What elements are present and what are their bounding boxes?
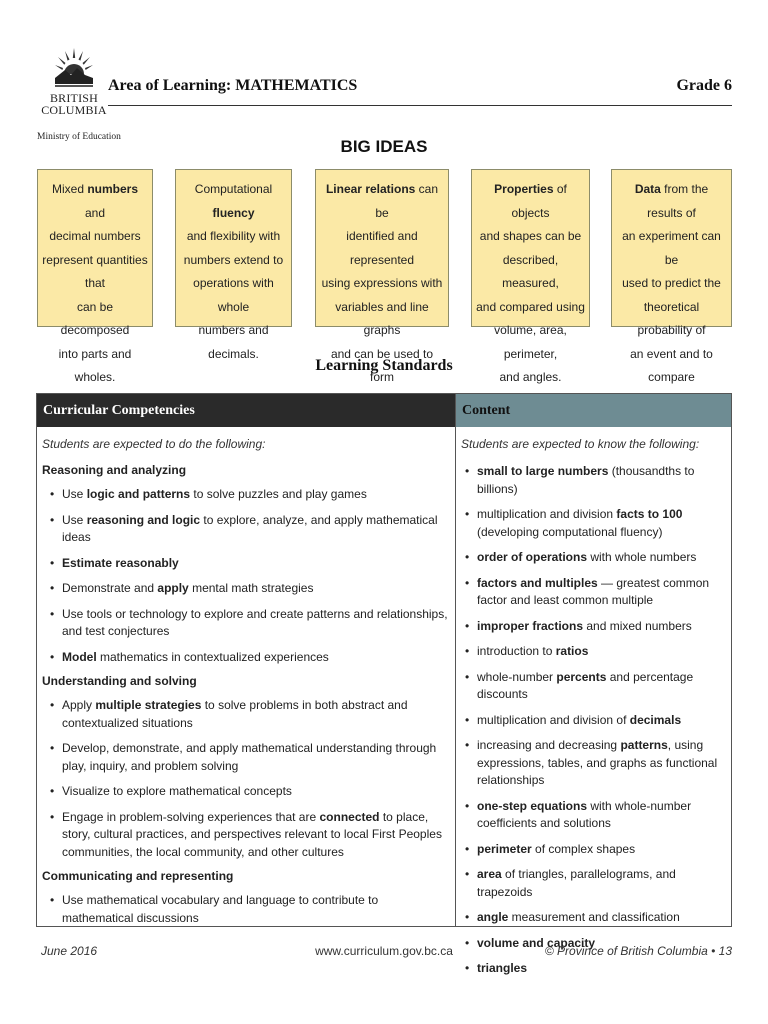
logo-text-columbia: COLUMBIA [41, 103, 107, 117]
curricular-competencies-header: Curricular Competencies [37, 394, 455, 427]
content-item: • angle measurement and classification [461, 909, 727, 927]
competency-list [42, 486, 450, 666]
competency-item: • Use mathematical vocabulary and language to contribute to mathematical discussions [42, 892, 450, 927]
footer-date: June 2016 [41, 944, 98, 958]
big-idea-card: Mixed numbers and decimal numbers represent quantities that can be decomposed into parts and wholes. [37, 169, 153, 327]
competency-section-heading: Understanding and solving [42, 674, 197, 688]
footer-copyright: © Province of British Columbia • 13 [544, 944, 732, 958]
content-item: • multiplication and division of decimals [461, 712, 727, 730]
bc-logo [37, 44, 121, 148]
competencies-column [42, 437, 450, 935]
competency-section-heading: Communicating and representing [42, 869, 234, 883]
big-idea-card: Computational fluency and flexibility with numbers extend to operations with whole numbers and decimals. [175, 169, 292, 327]
competency-list [42, 892, 450, 927]
content-item: • multiplication and division facts to 100 (developing computational fluency) [461, 506, 727, 541]
competencies-intro: Students are expected to do the following: [42, 437, 266, 451]
competency-item: • Use logic and patterns to solve puzzles and play games [42, 486, 450, 504]
column-divider [455, 427, 456, 927]
competency-item: • Engage in problem-solving experiences that are connected to place, story, cultural practices, and perspectives relevant to local First Peoples communities, the local community, and other cultures [42, 809, 450, 862]
big-idea-card: Linear relations can be identified and represented using expressions with variables and line graphs and can be used to form [315, 169, 449, 327]
sun-mountain-emblem [51, 44, 97, 92]
content-item: • volume and capacity [461, 935, 727, 953]
competency-item: • Demonstrate and apply mental math strategies [42, 580, 450, 598]
learning-standards-title: Learning Standards [315, 357, 453, 374]
big-idea-card: Data from the results of an experiment can be used to predict the theoretical probability of an event and to compare [611, 169, 732, 327]
competency-item: • Use tools or technology to explore and create patterns and relationships, and test conjectures [42, 606, 450, 641]
competency-item: • Estimate reasonably [42, 555, 450, 573]
logo-text-british: BRITISH [49, 91, 99, 105]
content-item: • order of operations with whole numbers [461, 549, 727, 567]
content-item: • improper fractions and mixed numbers [461, 618, 727, 636]
competency-list [42, 697, 450, 861]
content-item: • triangles [461, 960, 727, 978]
competency-section-heading: Reasoning and analyzing [42, 463, 187, 477]
area-of-learning-title: Area of Learning: MATHEMATICS [108, 77, 358, 94]
content-column [461, 437, 727, 986]
header-divider [108, 105, 732, 106]
competencies-sections [42, 463, 450, 927]
content-item: • small to large numbers (thousandths to billions) [461, 463, 727, 498]
logo-text-ministry: Ministry of Education [37, 132, 121, 142]
content-intro: Students are expected to know the following: [461, 437, 700, 451]
content-item: • whole-number percents and percentage discounts [461, 669, 727, 704]
competency-item: • Visualize to explore mathematical concepts [42, 783, 450, 801]
content-item: • one-step equations with whole-number coefficients and solutions [461, 798, 727, 833]
content-header: Content [455, 394, 731, 427]
footer-url: www.curriculum.gov.bc.ca [315, 944, 453, 958]
grade-label: Grade 6 [676, 77, 732, 94]
content-item: • perimeter of complex shapes [461, 841, 727, 859]
competency-item: • Develop, demonstrate, and apply mathematical understanding through play, inquiry, and problem solving [42, 740, 450, 775]
competency-item: • Use reasoning and logic to explore, analyze, and apply mathematical ideas [42, 512, 450, 547]
content-item: • introduction to ratios [461, 643, 727, 661]
content-item: • area of triangles, parallelograms, and trapezoids [461, 866, 727, 901]
content-item: • increasing and decreasing patterns, using expressions, tables, and graphs as functional relationships [461, 737, 727, 790]
content-list [461, 463, 727, 978]
big-ideas-title: BIG IDEAS [340, 137, 428, 156]
big-idea-card: Properties of objects and shapes can be described, measured, and compared using volume, area, perimeter, and angles. [471, 169, 590, 327]
competency-item: • Model mathematics in contextualized experiences [42, 649, 450, 667]
competency-item: • Apply multiple strategies to solve problems in both abstract and contextualized situations [42, 697, 450, 732]
content-item: • factors and multiples — greatest common factor and least common multiple [461, 575, 727, 610]
